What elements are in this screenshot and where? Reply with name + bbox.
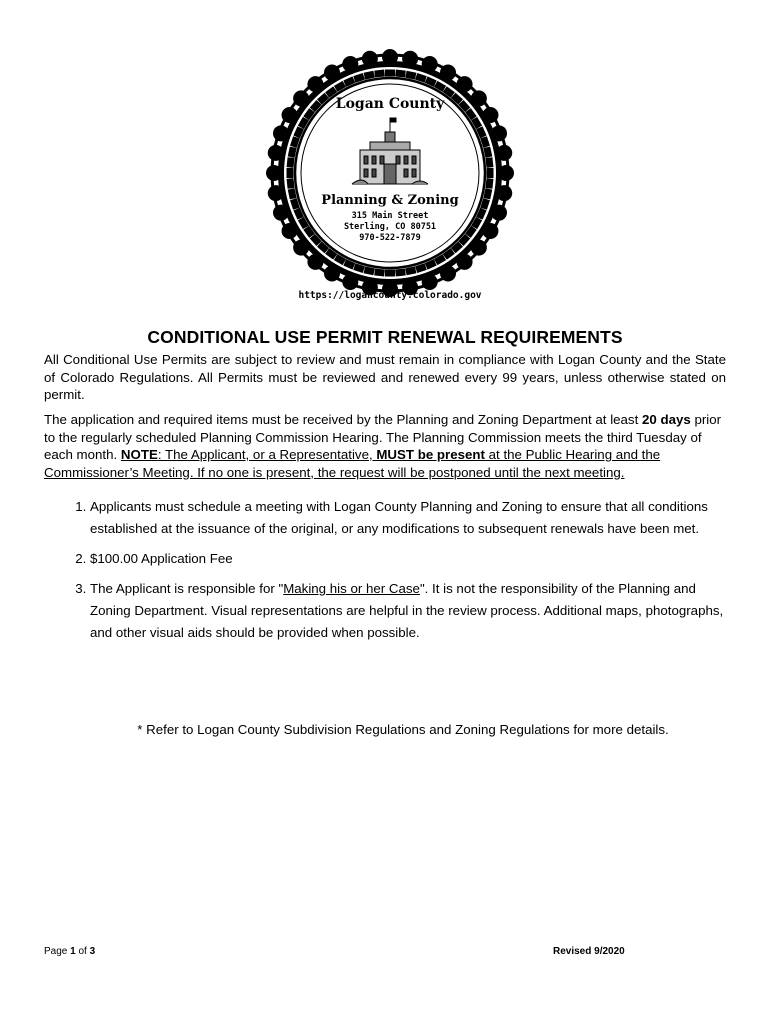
county-seal: [262, 48, 518, 298]
req3-link: Making his or her Case: [283, 581, 420, 596]
note-part2: at the Public Hearing and the Commissioner’s Meeting. If no one is present, the request will be postponed until the next meeting.: [44, 447, 661, 480]
revised-date: Revised 9/2020: [553, 946, 625, 957]
seal-address-line1: 315 Main Street: [351, 211, 429, 221]
page-total: 3: [89, 946, 96, 957]
req3-text: The Applicant is responsible for ": [90, 581, 284, 596]
deadline-text: The application and required items must be received by the Planning and Zoning Department at least: [44, 412, 642, 427]
list-item: 2. $100.00 Application Fee: [90, 548, 730, 570]
req3-text-2: ". It is not the responsibility of the Planning and Zoning Department. Visual representations are helpful in the review process. Additional maps, photographs, and other visual aids should be provided when possible.: [90, 581, 724, 640]
intro-paragraph: All Conditional Use Permits are subject to review and must remain in compliance with Logan County and the State of Colorado Regulations. All Permits must be reviewed and renewed every 99 years, unless otherwise stated on permit.: [44, 352, 726, 402]
note-label: NOTE: [120, 447, 158, 462]
list-item: [90, 578, 730, 644]
note-must: MUST be present: [376, 447, 485, 462]
deadline-days: 20 days: [641, 412, 691, 427]
seal-graphic: [262, 48, 518, 298]
seal-org-name: Logan County: [335, 96, 445, 112]
list-item: 1. Applicants must schedule a meeting with Logan County Planning and Zoning to ensure that all conditions established at the issuance of the original, or any modifications to subsequent renewals have been met.: [90, 496, 730, 540]
document-title: CONDITIONAL USE PERMIT RENEWAL REQUIREMENTS: [147, 327, 623, 347]
note-text: [44, 447, 660, 480]
page-number: [44, 946, 95, 957]
requirements-list: [44, 496, 730, 652]
deadline-text-2: prior to the regularly scheduled Planning Commission Hearing. The Planning Commission meets the third Tuesday of each month.: [44, 412, 722, 462]
seal-url: https://logancounty.colorado.gov: [298, 290, 482, 301]
seal-phone: 970-522-7879: [359, 233, 421, 243]
note-part1: : The Applicant, or a Representative,: [157, 447, 377, 462]
seal-department: Planning & Zoning: [321, 193, 459, 208]
deadline-paragraph: [44, 411, 726, 481]
reference-note: * Refer to Logan County Subdivision Regulations and Zoning Regulations for more details.: [137, 722, 669, 737]
page-current: 1: [70, 946, 76, 957]
seal-address-line2: Sterling, CO 80751: [343, 222, 437, 232]
page-word: Page: [44, 946, 71, 957]
page-of: of: [75, 946, 90, 957]
